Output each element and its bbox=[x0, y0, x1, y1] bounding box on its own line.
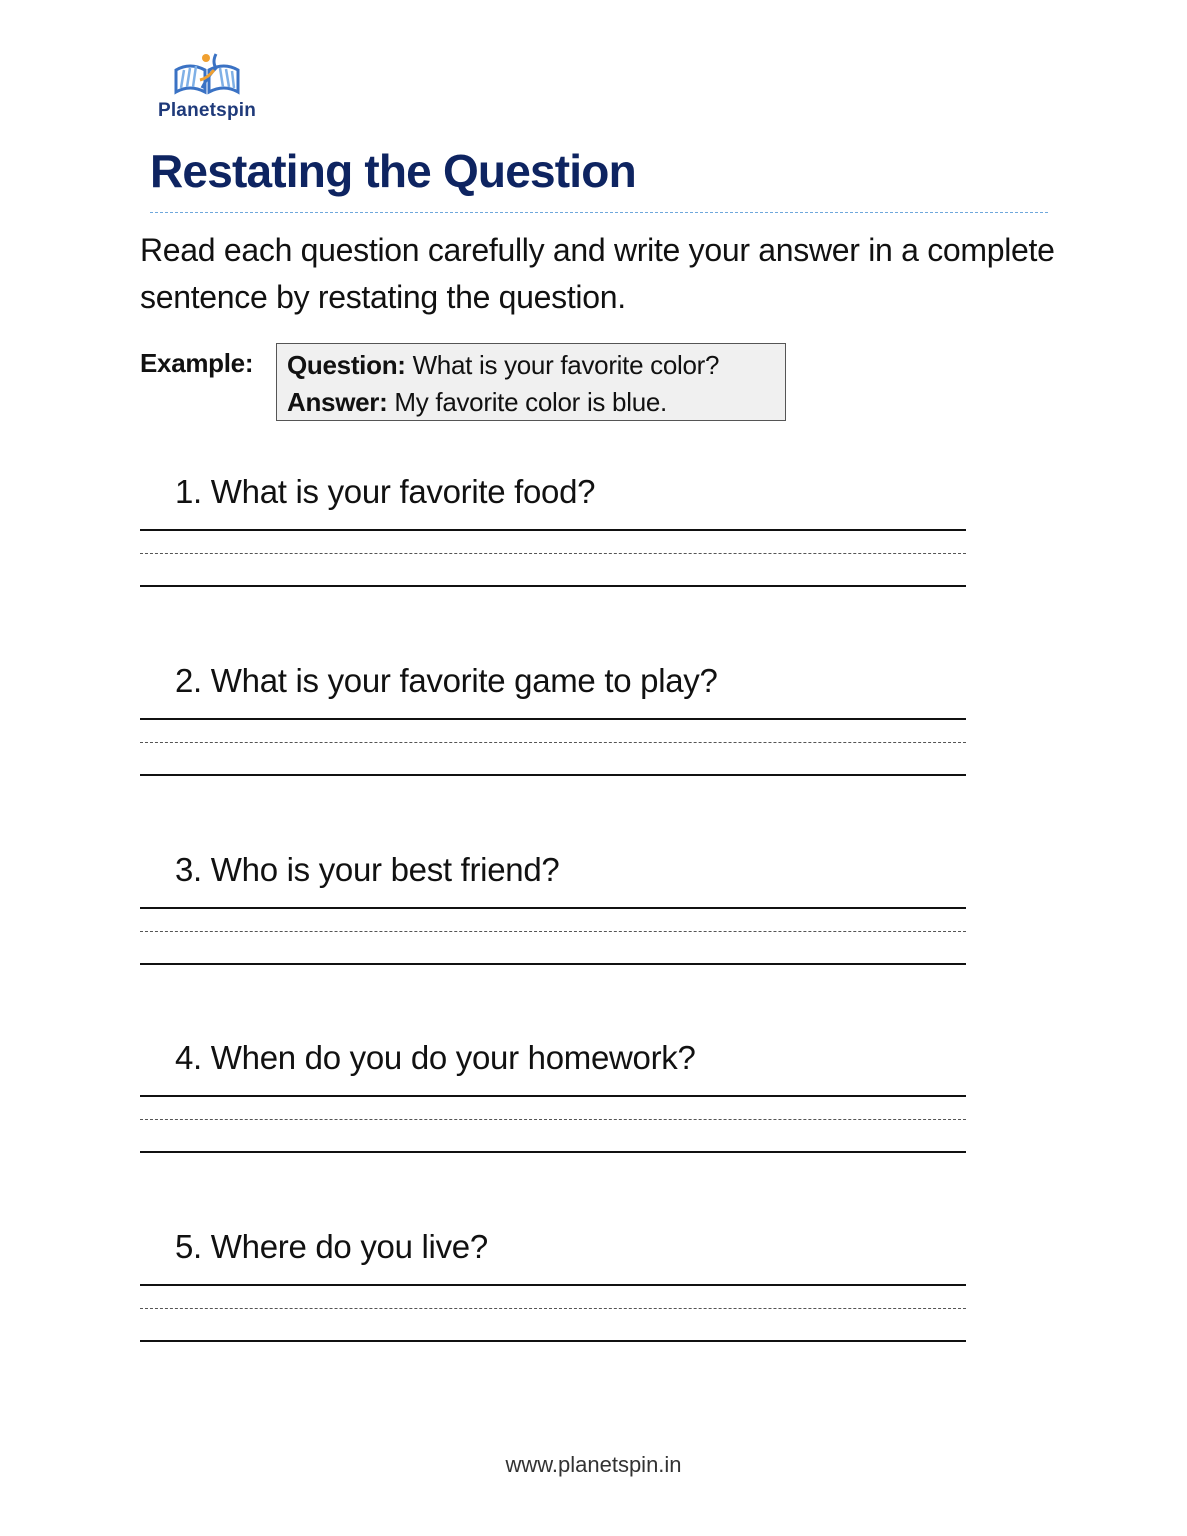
question-text bbox=[175, 1039, 696, 1077]
example-label: Example: bbox=[140, 348, 254, 378]
answer-writing-area[interactable] bbox=[140, 513, 966, 583]
question-label: What is your favorite game to play? bbox=[210, 662, 718, 699]
question-number: 2. bbox=[175, 662, 202, 699]
question-label: Who is your best friend? bbox=[210, 851, 560, 888]
question-item bbox=[140, 473, 970, 603]
question-label: When do you do your homework? bbox=[210, 1039, 696, 1076]
question-item bbox=[140, 1039, 970, 1169]
question-number: 5. bbox=[175, 1228, 202, 1265]
example-answer-label: Answer: bbox=[287, 387, 388, 417]
writing-line-base bbox=[140, 963, 966, 965]
writing-line-mid bbox=[140, 1308, 966, 1309]
brand-name: Planetspin bbox=[157, 100, 257, 121]
question-text bbox=[175, 662, 718, 700]
example-question bbox=[287, 347, 775, 384]
writing-line-mid bbox=[140, 1119, 966, 1120]
question-text bbox=[175, 851, 559, 889]
question-label: Where do you live? bbox=[210, 1228, 488, 1265]
question-number: 3. bbox=[175, 851, 202, 888]
brand-logo bbox=[148, 50, 266, 126]
answer-writing-area[interactable] bbox=[140, 702, 966, 772]
example-box bbox=[276, 343, 786, 421]
writing-line-mid bbox=[140, 553, 966, 554]
title-divider bbox=[150, 212, 1048, 213]
answer-writing-area[interactable] bbox=[140, 1079, 966, 1149]
writing-line-mid bbox=[140, 931, 966, 932]
writing-line-top bbox=[140, 1284, 966, 1286]
writing-line-top bbox=[140, 907, 966, 909]
writing-line-mid bbox=[140, 742, 966, 743]
footer-url: www.planetspin.in bbox=[505, 1452, 682, 1477]
writing-line-top bbox=[140, 1095, 966, 1097]
question-label: What is your favorite food? bbox=[210, 473, 596, 510]
page-title: Restating the Question bbox=[150, 145, 636, 197]
writing-line-base bbox=[140, 585, 966, 587]
writing-line-base bbox=[140, 774, 966, 776]
question-text bbox=[175, 473, 595, 511]
answer-writing-area[interactable] bbox=[140, 891, 966, 961]
question-text bbox=[175, 1228, 488, 1266]
writing-line-base bbox=[140, 1340, 966, 1342]
question-item bbox=[140, 662, 970, 792]
question-item bbox=[140, 851, 970, 981]
example-question-text: What is your favorite color? bbox=[405, 350, 720, 380]
question-item bbox=[140, 1228, 970, 1358]
writing-line-top bbox=[140, 718, 966, 720]
example-question-label: Question: bbox=[287, 350, 406, 380]
example-answer bbox=[287, 384, 775, 421]
answer-writing-area[interactable] bbox=[140, 1268, 966, 1338]
writing-line-top bbox=[140, 529, 966, 531]
instructions: Read each question carefully and write your answer in a complete sentence by restating the question. bbox=[140, 232, 1055, 315]
writing-line-base bbox=[140, 1151, 966, 1153]
question-number: 4. bbox=[175, 1039, 202, 1076]
example-answer-text: My favorite color is blue. bbox=[387, 387, 667, 417]
open-book-with-figure-icon bbox=[172, 50, 242, 98]
question-number: 1. bbox=[175, 473, 202, 510]
